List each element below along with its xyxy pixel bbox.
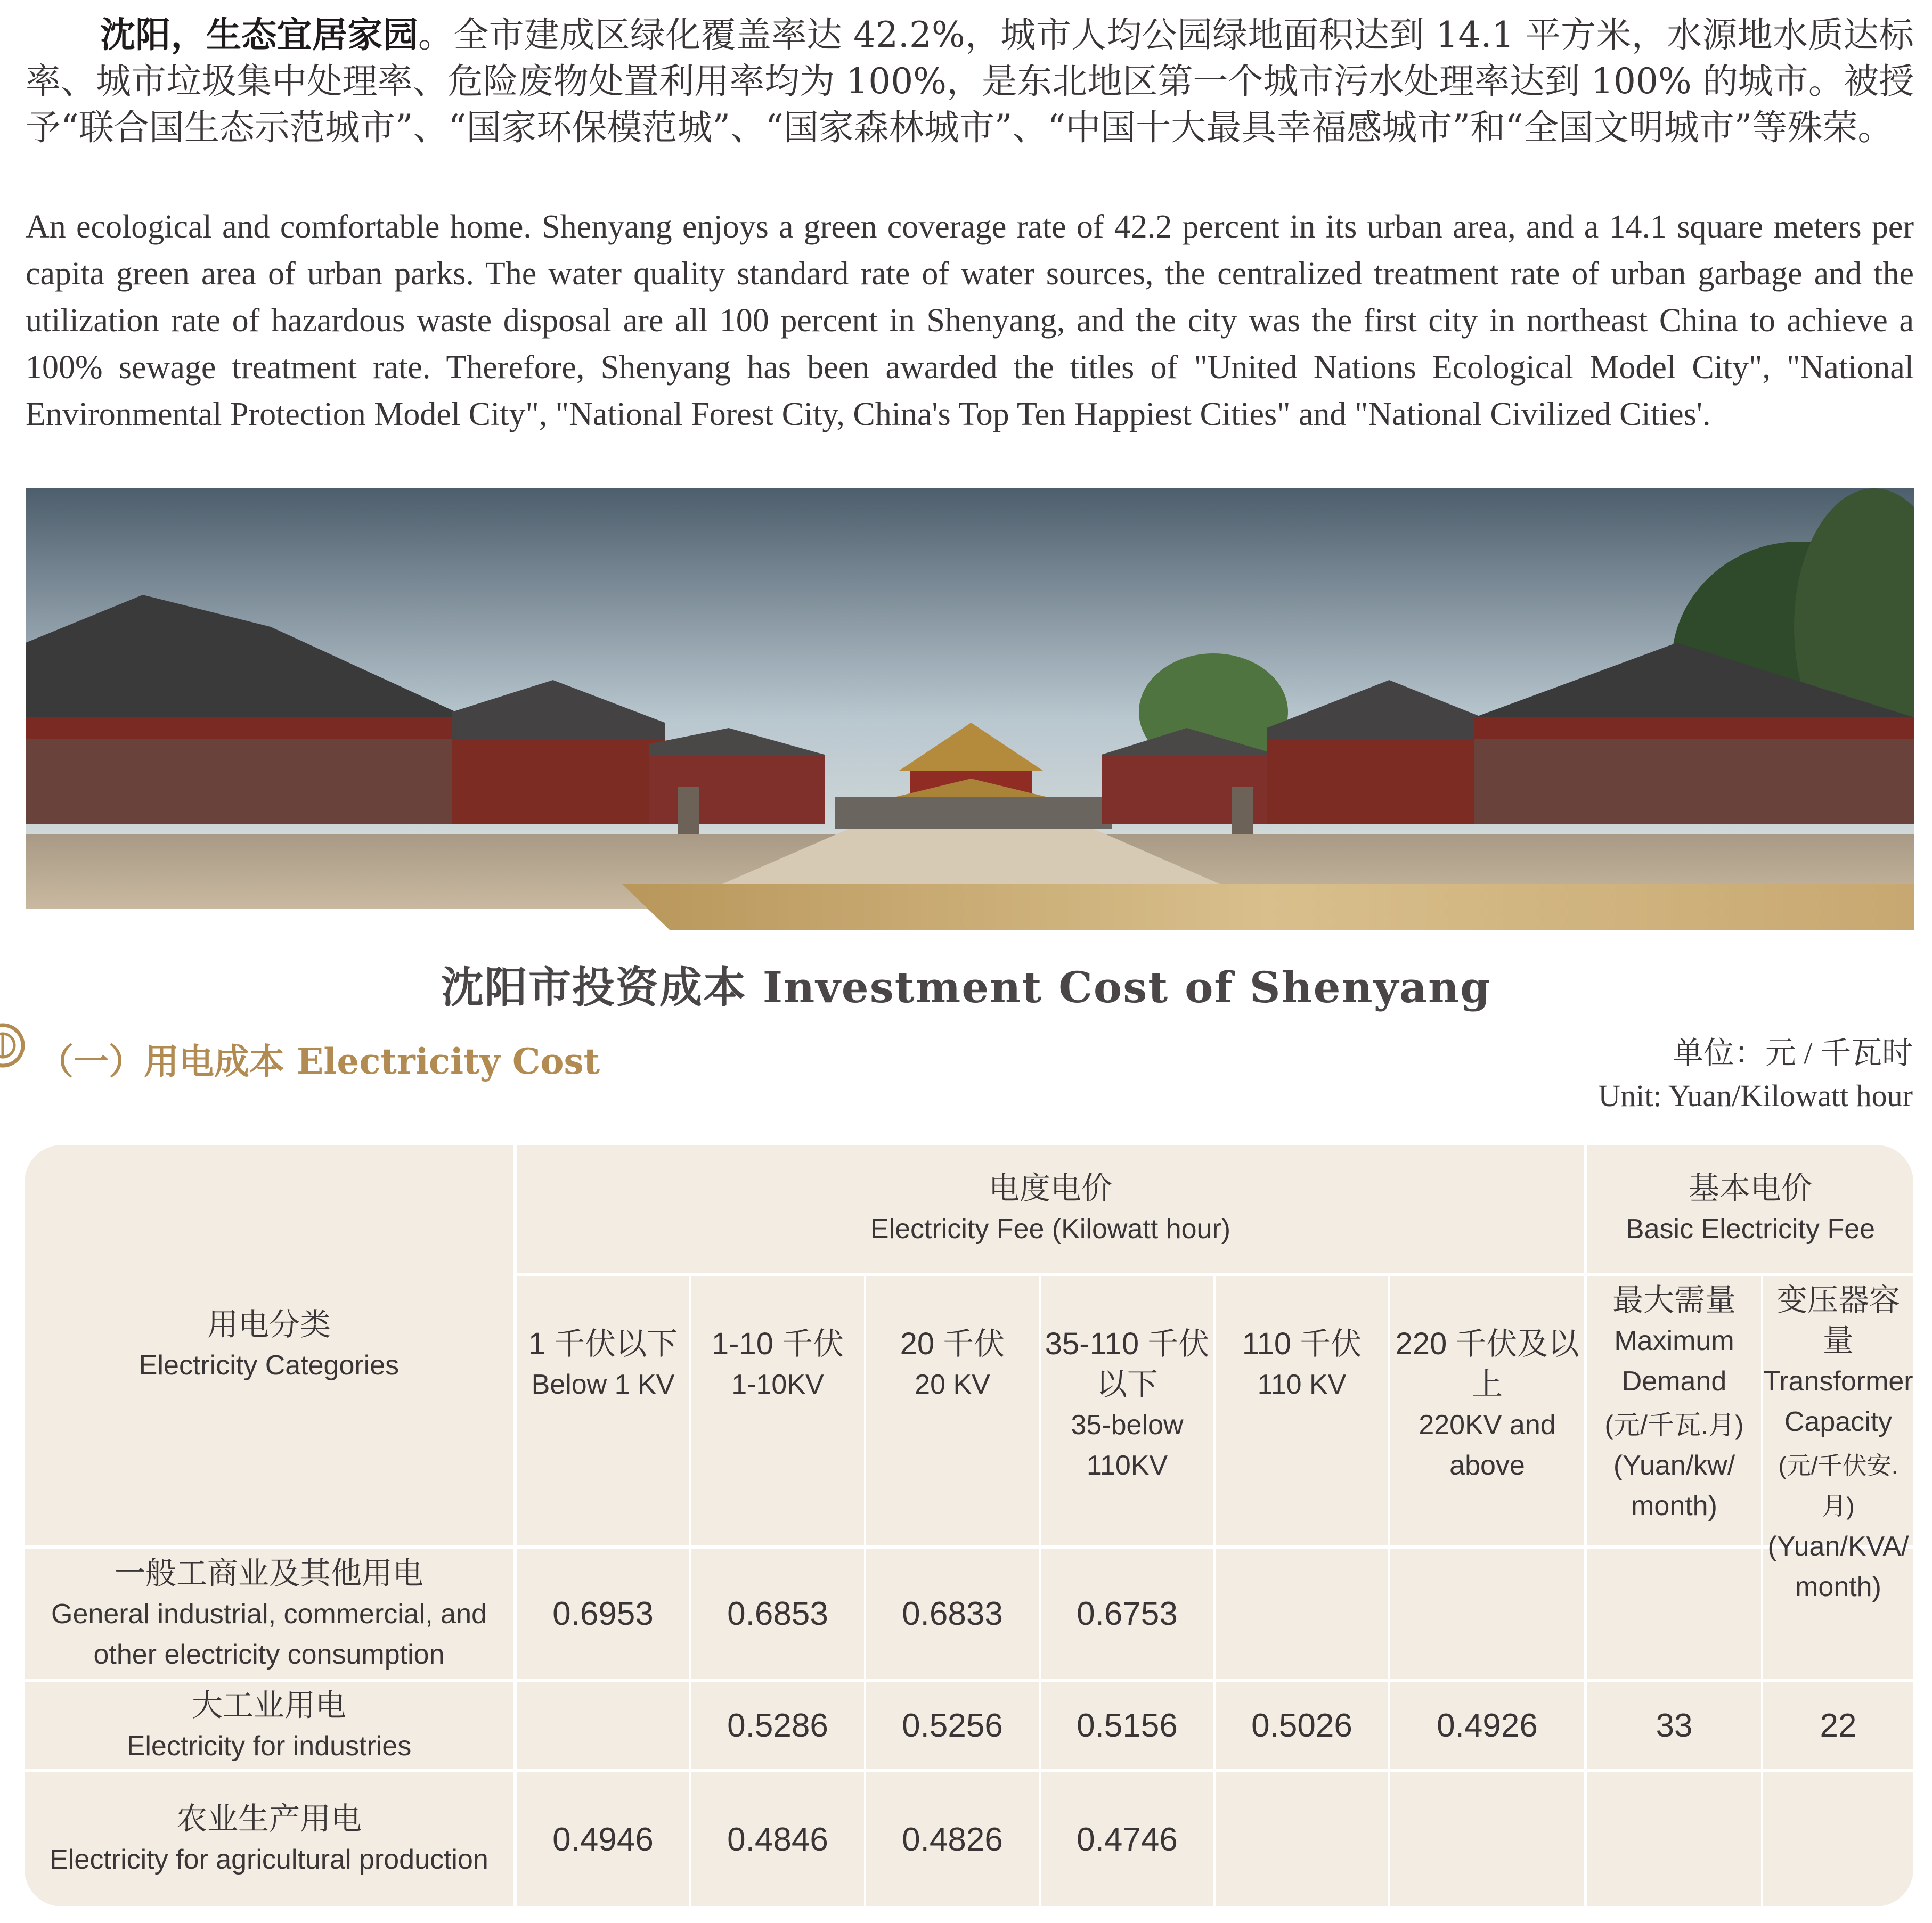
table-cell: 0.6833 — [902, 1595, 1003, 1632]
column-header-20kv: 20 千伏 20 KV — [900, 1327, 1005, 1400]
row-label-general-commercial: 一般工商业及其他用电 General industrial, commercial, and other electricity consumption — [51, 1556, 487, 1670]
intro-chinese-heading: 沈阳，生态宜居家园 — [100, 14, 418, 55]
table-cell: 0.6953 — [552, 1595, 654, 1632]
table-cell: 0.5286 — [727, 1707, 828, 1744]
row-label-agricultural: 农业生产用电 Electricity for agricultural production — [50, 1802, 488, 1875]
table-cell: 0.4946 — [552, 1821, 654, 1858]
intro-chinese-text: 。全市建成区绿化覆盖率达 42.2%，城市人均公园绿地面积达到 14.1 平方米，水源地水质达标率、城市垃圾集中处理率、危险废物处置利用率均为 100%，是东北地区第一个城市污水处理率达到 100% 的城市。被授予“联合国生态示范城市”、“国家环保模范城”、“国家森林城市”、“中国十大最具幸福感城市”和“全国文明城市”等殊荣。 — [26, 14, 1914, 148]
table-cell: 0.4746 — [1077, 1821, 1178, 1858]
column-header-maximum-demand: 最大需量 Maximum Demand (元/千瓦.月) (Yuan/kw/ month) — [1604, 1283, 1744, 1521]
unit-note — [1598, 1032, 1913, 1117]
section-emblem-icon — [0, 1021, 27, 1069]
table-cell: 0.5156 — [1077, 1707, 1178, 1744]
column-header-110kv: 110 千伏 110 KV — [1242, 1327, 1362, 1400]
table-cell: 0.6753 — [1077, 1595, 1178, 1632]
electricity-cost-table — [25, 1145, 1913, 1906]
column-header-below-1kv: 1 千伏以下 Below 1 KV — [528, 1327, 678, 1400]
column-header-220kv: 220 千伏及以上 220KV and above — [1395, 1327, 1579, 1481]
section-title: （一）用电成本 Electricity Cost — [38, 1041, 600, 1082]
gold-accent-band — [622, 884, 1914, 930]
table-cell: 0.5256 — [902, 1707, 1003, 1744]
intro-chinese-paragraph — [26, 12, 1914, 151]
column-header-transformer-capacity: 变压器容量 Transformer Capacity (元/千伏安.月) (Yuan/KVA/ month) — [1763, 1283, 1913, 1602]
table-cell: 0.6853 — [727, 1595, 828, 1632]
table-cell: 0.5026 — [1251, 1707, 1352, 1744]
table-cell: 0.4926 — [1437, 1707, 1538, 1744]
unit-note-en: Unit: Yuan/Kilowatt hour — [1598, 1078, 1913, 1113]
table-cell: 0.4826 — [902, 1821, 1003, 1858]
page-title: 沈阳市投资成本 Investment Cost of Shenyang — [441, 962, 1491, 1012]
basic-electricity-fee-header: 基本电价 Basic Electricity Fee — [1625, 1171, 1876, 1245]
unit-note-zh: 单位：元 / 千瓦时 — [1672, 1036, 1913, 1070]
intro-english-paragraph: An ecological and comfortable home. Shenyang enjoys a green coverage rate of 42.2 percent in its urban area, and a 14.1 square meters per capita green area of urban parks. The water quality standard rate of water sources, the centralized treatment rate of urban garbage and the utilization rate of hazardous waste disposal are all 100 percent in Shenyang, and the city was the first city in northeast China to achieve a 100% sewage treatment rate. Therefore, Shenyang has been awarded the titles of "United Nations Ecological Model City", "National Environmental Protection Model City", "National Forest City, China's Top Ten Happiest Cities" and "National Civilized Cities'. — [26, 209, 1914, 432]
row-label-large-industry: 大工业用电 Electricity for industries — [126, 1688, 412, 1762]
electricity-fee-header: 电度电价 Electricity Fee (Kilowatt hour) — [870, 1171, 1231, 1245]
category-header: 用电分类 Electricity Categories — [138, 1307, 400, 1381]
column-header-35-110kv: 35-110 千伏以下 35-below 110KV — [1045, 1327, 1210, 1481]
table-cell: 33 — [1656, 1707, 1693, 1744]
palace-courtyard-photo — [26, 488, 1914, 909]
table-cell: 0.4846 — [727, 1821, 828, 1858]
table-cell: 22 — [1820, 1707, 1857, 1744]
column-header-1-10kv: 1-10 千伏 1-10KV — [711, 1327, 844, 1400]
